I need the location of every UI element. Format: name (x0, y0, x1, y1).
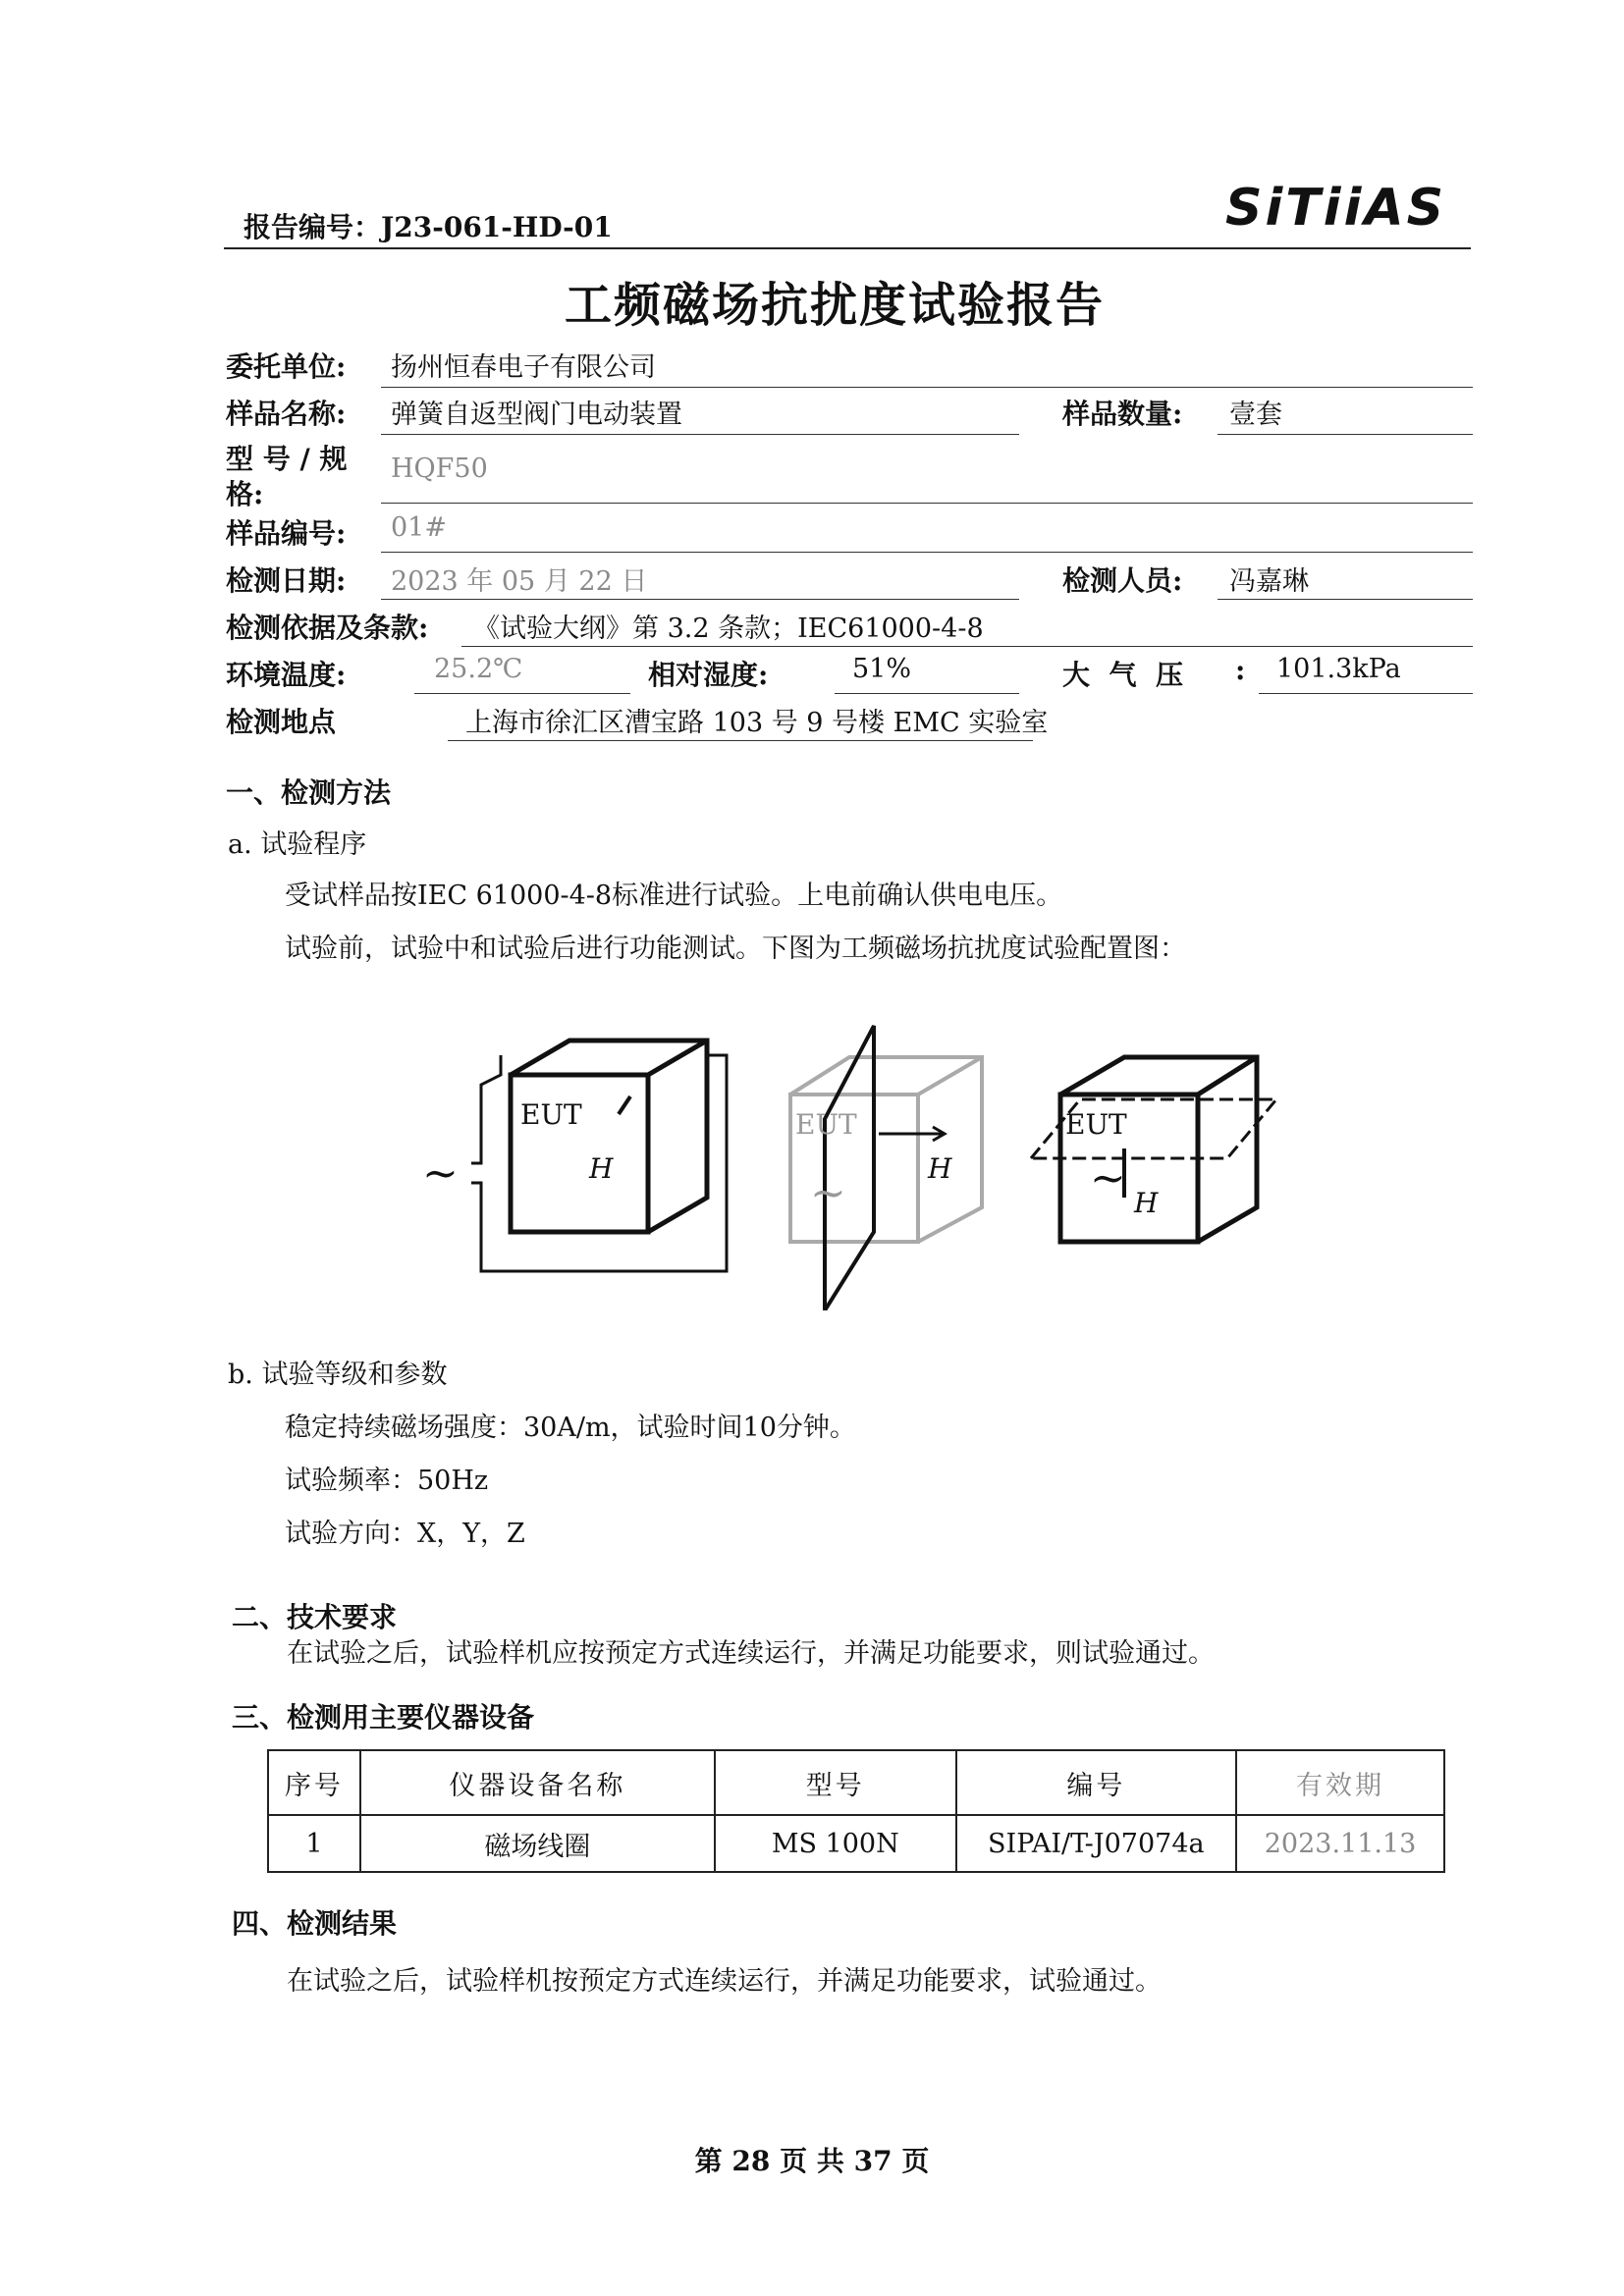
fig3-eut-label: EUT (1065, 1108, 1127, 1141)
section-4-heading: 四、检测结果 (232, 1907, 398, 1940)
pressure-colon: : (1235, 654, 1246, 686)
section-2-paragraph: 在试验之后，试验样机应按预定方式连续运行，并满足功能要求，则试验通过。 (287, 1638, 1215, 1669)
cell-serial: 1 (268, 1815, 360, 1872)
test-configuration-figure (412, 987, 1316, 1310)
fig3-cube-outline (1060, 1057, 1257, 1242)
fig1-cube-edge (648, 1041, 707, 1075)
sample-qty-value: 壹套 (1229, 400, 1282, 430)
sample-qty-label: 样品数量: (1062, 398, 1183, 430)
report-number: 报告编号：J23-061-HD-01 (244, 211, 613, 243)
fig2-eut-label: EUT (795, 1108, 857, 1141)
sample-name-underline (381, 434, 1019, 435)
cell-validity: 2023.11.13 (1236, 1815, 1444, 1872)
fig1-eut-label: EUT (520, 1098, 582, 1131)
table-row (268, 1815, 1444, 1872)
sample-no-value: 01# (391, 512, 447, 543)
section-4-paragraph: 在试验之后，试验样机按预定方式连续运行，并满足功能要求，试验通过。 (287, 1966, 1162, 1997)
temperature-label: 环境温度: (226, 659, 347, 691)
fig1-h-label: H (589, 1152, 614, 1185)
location-value: 上海市徐汇区漕宝路 103 号 9 号楼 EMC 实验室 (465, 708, 1049, 738)
basis-label: 检测依据及条款: (226, 612, 429, 644)
humidity-value: 51% (852, 654, 912, 684)
tester-underline (1218, 599, 1473, 600)
fig3-ac-symbol: ~ (1090, 1153, 1126, 1203)
test-date-underline (381, 599, 1019, 600)
section-1b-paragraph-3: 试验方向：X，Y，Z (285, 1519, 525, 1549)
equipment-table (267, 1749, 1445, 1873)
temperature-value: 25.2℃ (434, 654, 523, 684)
sample-no-underline (381, 552, 1473, 553)
header-validity: 有效期 (1236, 1750, 1444, 1815)
fig1-cube-outline (511, 1041, 707, 1232)
humidity-underline (835, 693, 1019, 694)
test-date-label: 检测日期: (226, 564, 347, 597)
header-serial: 序号 (268, 1750, 360, 1815)
cell-model: MS 100N (715, 1815, 956, 1872)
humidity-label: 相对湿度: (648, 659, 769, 691)
header-device-name: 仪器设备名称 (360, 1750, 715, 1815)
company-logo: SiTiiAS (1225, 179, 1447, 238)
section-1a-heading: a. 试验程序 (228, 829, 367, 860)
section-1b-paragraph-2: 试验频率：50Hz (285, 1466, 489, 1496)
sample-name-value: 弹簧自返型阀门电动装置 (391, 400, 682, 430)
header-rule (224, 247, 1471, 249)
cell-device-name: 磁场线圈 (360, 1815, 715, 1872)
model-label-line2: 格: (226, 478, 264, 510)
fig3-cube-edge (1198, 1057, 1257, 1095)
location-label: 检测地点 (226, 706, 337, 738)
section-1a-paragraph-1: 受试样品按IEC 61000-4-8标准进行试验。上电前确认供电电压。 (285, 881, 1063, 911)
header-model: 型号 (715, 1750, 956, 1815)
fig2-ac-symbol: ~ (810, 1168, 846, 1218)
report-title: 工频磁场抗扰度试验报告 (564, 278, 1105, 333)
basis-value: 《试验大纲》第 3.2 条款；IEC61000-4-8 (473, 614, 984, 644)
sample-no-label: 样品编号: (226, 517, 347, 550)
page-footer: 第 28 页 共 37 页 (694, 2145, 930, 2177)
sample-qty-underline (1218, 434, 1473, 435)
sample-name-label: 样品名称: (226, 398, 347, 430)
pressure-value: 101.3kPa (1276, 654, 1401, 684)
tester-value: 冯嘉琳 (1229, 566, 1309, 597)
pressure-underline (1259, 693, 1473, 694)
equipment-header-row (268, 1750, 1444, 1815)
fig2-h-label: H (928, 1152, 952, 1185)
tester-label: 检测人员: (1062, 564, 1183, 597)
section-1a-paragraph-2: 试验前，试验中和试验后进行功能测试。下图为工频磁场抗扰度试验配置图： (285, 934, 1186, 964)
fig1-coil-left-upper (471, 1055, 501, 1163)
client-underline (381, 387, 1473, 388)
fig1-ac-symbol: ~ (422, 1148, 459, 1199)
section-2-heading: 二、技术要求 (232, 1601, 398, 1633)
cell-number: SIPAI/T-J07074a (956, 1815, 1237, 1872)
fig1-field-arrow (619, 1096, 630, 1114)
section-1-heading: 一、检测方法 (226, 776, 392, 809)
temperature-underline (414, 693, 630, 694)
section-1b-paragraph-1: 稳定持续磁场强度：30A/m，试验时间10分钟。 (285, 1413, 856, 1443)
basis-underline (461, 646, 1473, 647)
model-underline (381, 503, 1473, 504)
client-label: 委托单位: (226, 350, 347, 383)
model-value: HQF50 (391, 454, 488, 484)
location-underline (448, 740, 1033, 741)
fig2-cube-edge (918, 1057, 982, 1095)
fig3-h-label: H (1134, 1187, 1159, 1219)
test-date-value: 2023 年 05 月 22 日 (391, 566, 648, 597)
section-1b-heading: b. 试验等级和参数 (228, 1360, 448, 1390)
pressure-label: 大 气 压 (1062, 659, 1183, 691)
section-3-heading: 三、检测用主要仪器设备 (232, 1701, 535, 1734)
model-label-line1: 型 号 / 规 (226, 443, 348, 475)
header-number: 编号 (956, 1750, 1237, 1815)
client-value: 扬州恒春电子有限公司 (391, 352, 656, 383)
